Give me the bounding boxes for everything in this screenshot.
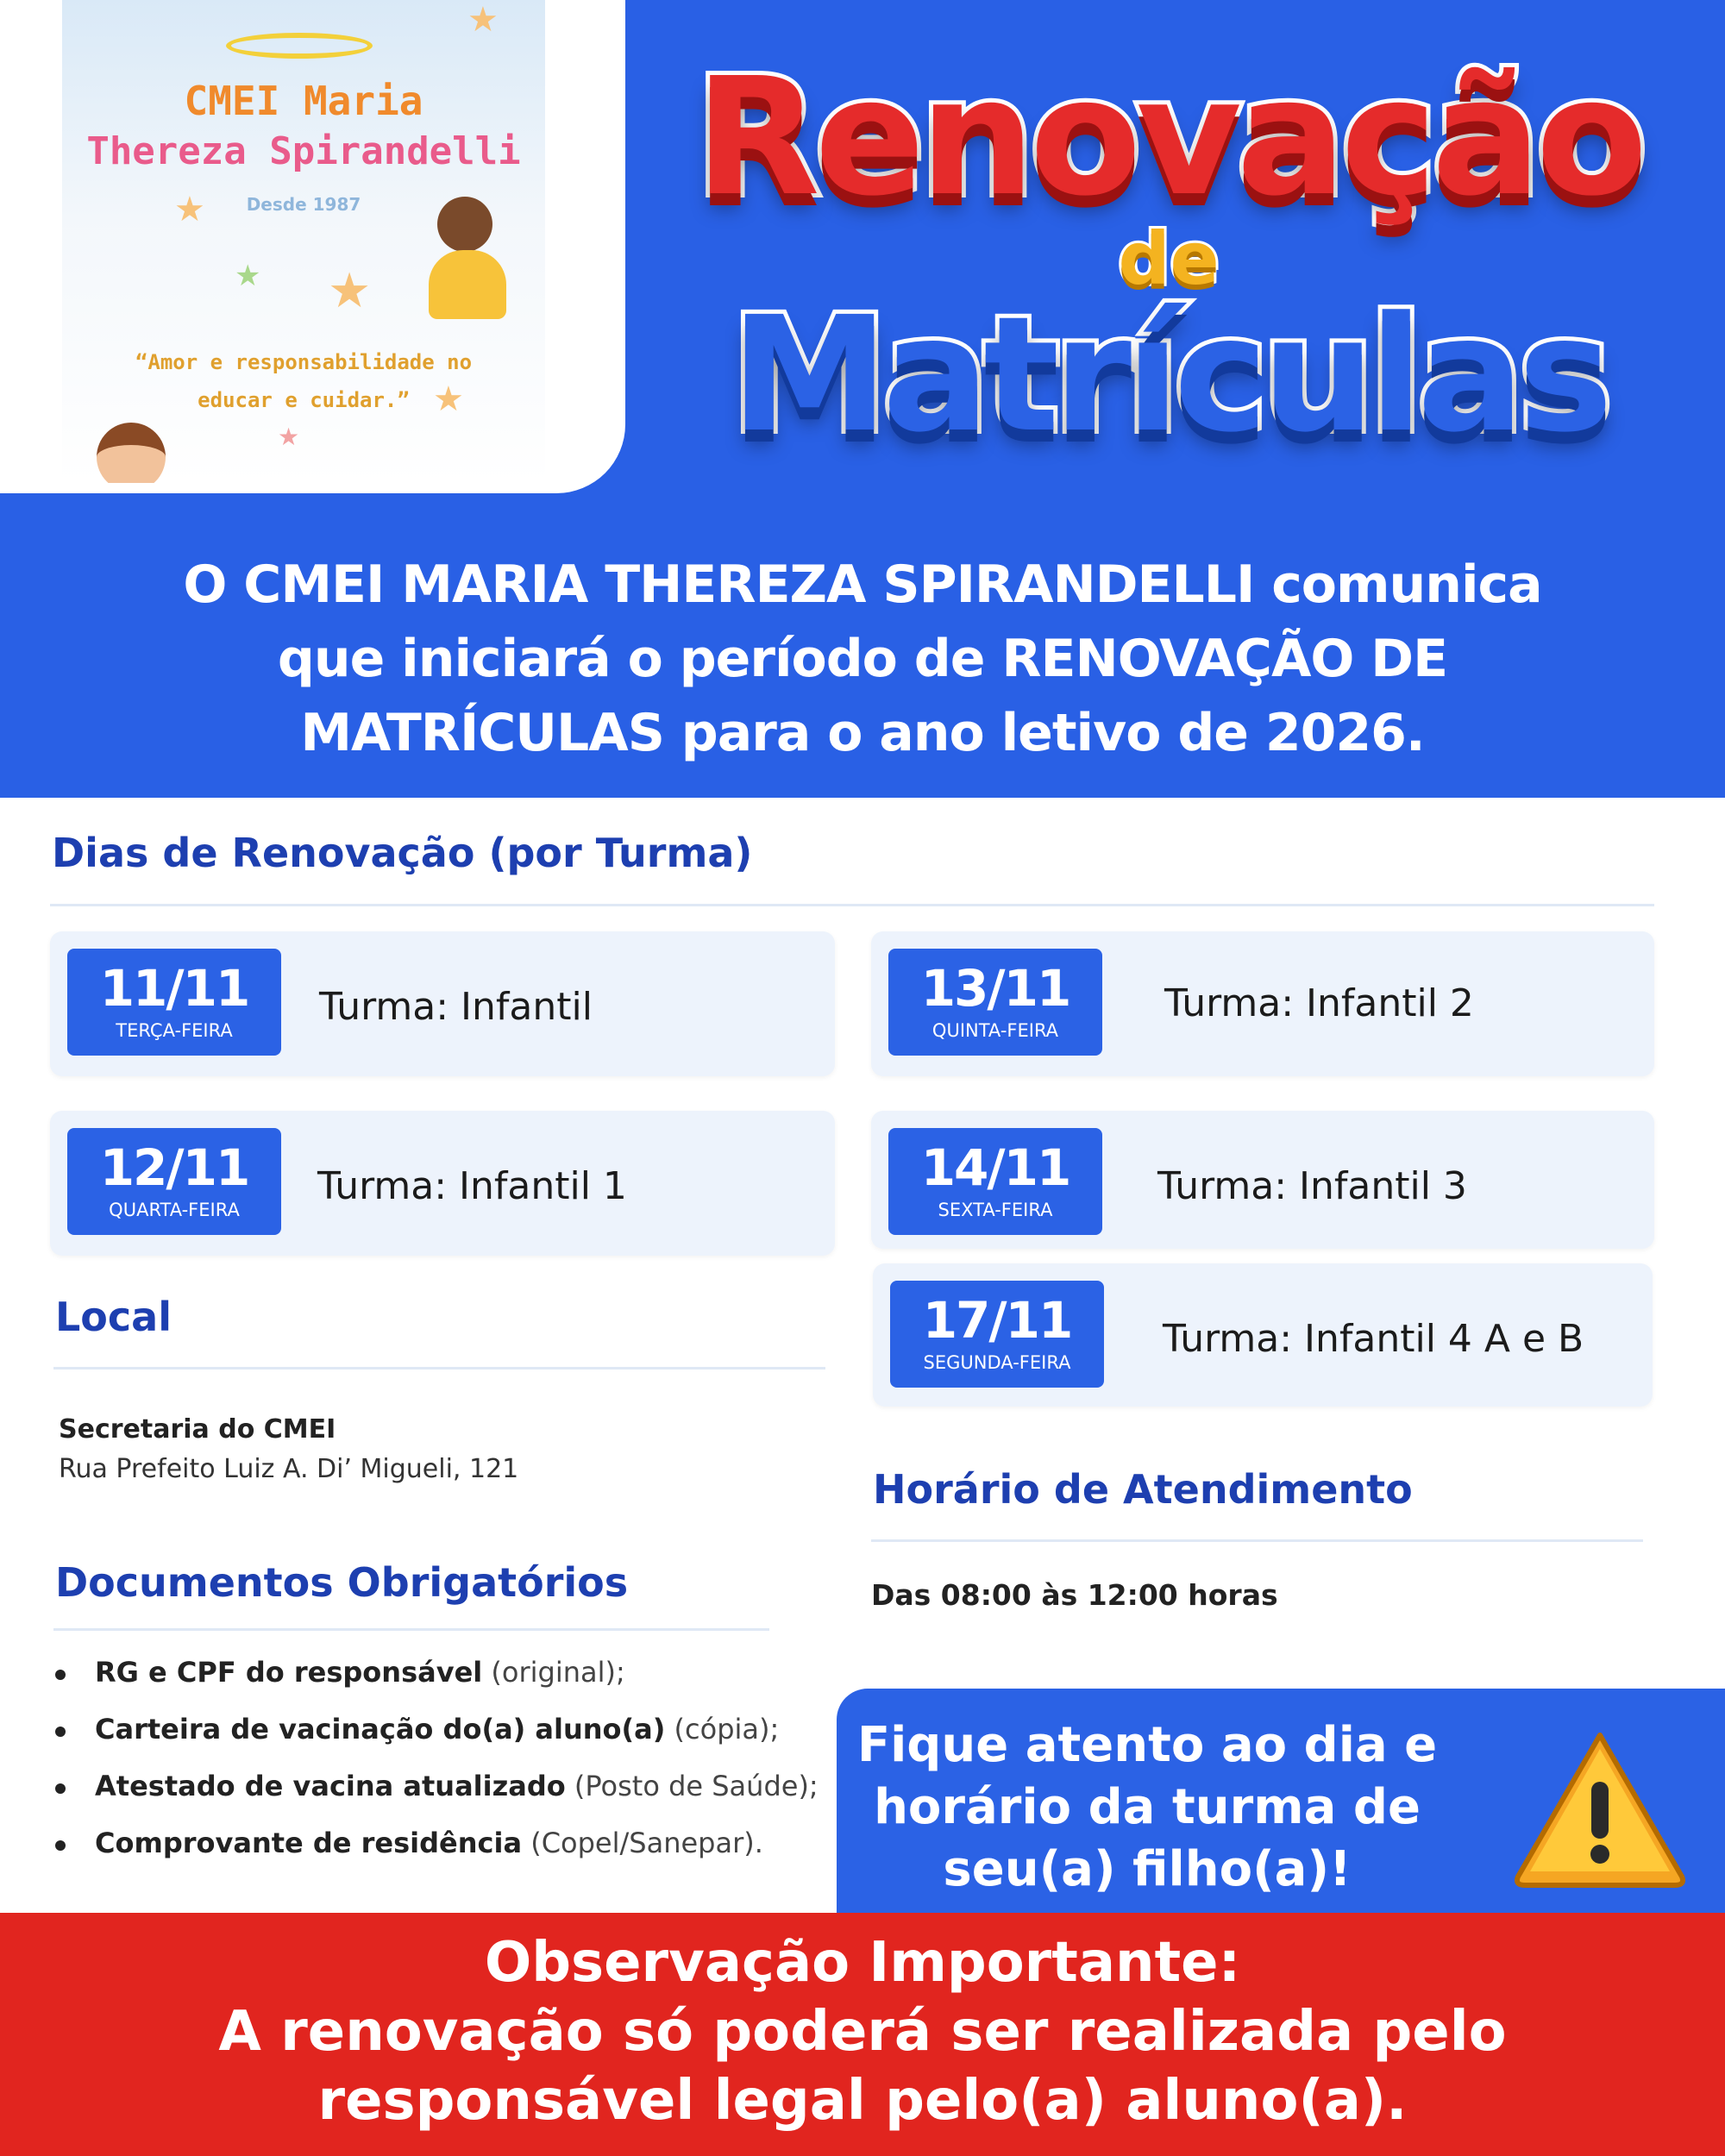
headline-matriculas: Matrículas [731,283,1607,467]
documents-heading: Documentos Obrigatórios [55,1559,629,1606]
logo-tagline-line: “Amor e responsabilidade no [135,350,473,374]
date-weekday: QUINTA-FEIRA [932,1020,1059,1041]
observation-banner [0,1913,1725,2156]
schedule-card [50,931,835,1076]
date-weekday: SEGUNDA-FEIRA [923,1352,1071,1373]
schedule-heading: Dias de Renovação (por Turma) [52,830,753,876]
date-number: 13/11 [920,959,1070,1018]
document-item [52,1713,819,1770]
date-weekday: SEXTA-FEIRA [938,1200,1053,1220]
intro-line: que iniciará o período de RENOVAÇÃO DE [277,629,1448,689]
observation-text [0,1928,1725,2135]
intro-line: O CMEI MARIA THEREZA SPIRANDELLI comunica [183,555,1542,615]
date-badge [890,1281,1104,1388]
date-badge [888,949,1102,1056]
logo-tagline [114,343,493,419]
star-icon: ★ [174,190,205,229]
document-note: (Copel/Sanepar). [522,1827,763,1859]
turma-label: Turma: Infantil [319,985,593,1029]
angel-body-icon [429,250,506,319]
document-note: (original); [482,1656,625,1689]
document-item [52,1827,819,1883]
date-number: 17/11 [922,1291,1072,1350]
turma-label: Turma: Infantil 1 [317,1164,627,1208]
attention-text [837,1714,1458,1901]
date-weekday: TERÇA-FEIRA [116,1020,233,1041]
attention-box [837,1689,1725,1913]
logo-tagline-line: educar e cuidar.” [198,388,410,412]
date-badge [67,949,281,1056]
halo-icon [226,33,373,59]
turma-label: Turma: Infantil 2 [1164,981,1474,1025]
observation-line: responsável legal pelo(a) aluno(a). [317,2069,1408,2133]
attention-line: horário da turma de [874,1779,1421,1835]
divider [50,904,1654,906]
star-icon: ★ [328,263,372,319]
local-address: Rua Prefeito Luiz A. Di’ Migueli, 121 [59,1454,519,1484]
star-icon: ★ [235,259,261,293]
document-name: Comprovante de residência [95,1827,523,1859]
schedule-card [871,931,1654,1076]
divider [871,1539,1643,1542]
schedule-card [871,1111,1654,1249]
star-icon: ★ [467,0,499,40]
intro-line: MATRÍCULAS para o ano letivo de 2026. [300,703,1425,763]
logo-card [0,0,625,493]
school-logo [62,0,545,483]
date-badge [67,1128,281,1235]
divider [53,1367,825,1369]
hours-text: Das 08:00 às 12:00 horas [871,1578,1278,1612]
turma-label: Turma: Infantil 4 A e B [1163,1317,1584,1361]
headline [681,43,1656,479]
date-badge [888,1128,1102,1235]
attention-line: Fique atento ao dia e [856,1717,1438,1773]
logo-school-name-1: CMEI Maria [184,78,423,124]
date-number: 12/11 [99,1138,249,1197]
observation-line: A renovação só poderá ser realizada pelo [218,2000,1507,2064]
observation-title: Observação Importante: [484,1931,1241,1995]
logo-school-name-2: Thereza Spirandelli [86,129,521,173]
document-name: Atestado de vacina atualizado [95,1770,566,1802]
headline-renovacao: Renovação [694,43,1643,232]
document-item [52,1656,819,1713]
documents-list [52,1656,819,1883]
divider [53,1628,769,1631]
schedule-card [873,1263,1653,1407]
document-note: (cópia); [665,1713,780,1745]
star-icon: ★ [433,379,464,419]
date-weekday: QUARTA-FEIRA [109,1200,240,1220]
logo-since: Desde 1987 [246,194,361,215]
attention-line: seu(a) filho(a)! [943,1841,1352,1897]
angel-child-icon [97,423,166,483]
local-name: Secretaria do CMEI [59,1414,336,1445]
warning-icon [1509,1723,1690,1896]
document-name: RG e CPF do responsável [95,1656,483,1689]
document-name: Carteira de vacinação do(a) aluno(a) [95,1713,666,1745]
turma-label: Turma: Infantil 3 [1157,1164,1467,1208]
local-heading: Local [55,1294,172,1340]
date-number: 14/11 [920,1138,1070,1197]
angel-head-icon [437,197,492,252]
star-icon: ★ [278,423,300,451]
document-note: (Posto de Saúde); [565,1770,819,1802]
intro-text [86,548,1639,770]
date-number: 11/11 [99,959,249,1018]
schedule-card [50,1111,835,1256]
hours-heading: Horário de Atendimento [873,1466,1413,1513]
headline-de: de [1118,216,1220,301]
document-item [52,1770,819,1827]
